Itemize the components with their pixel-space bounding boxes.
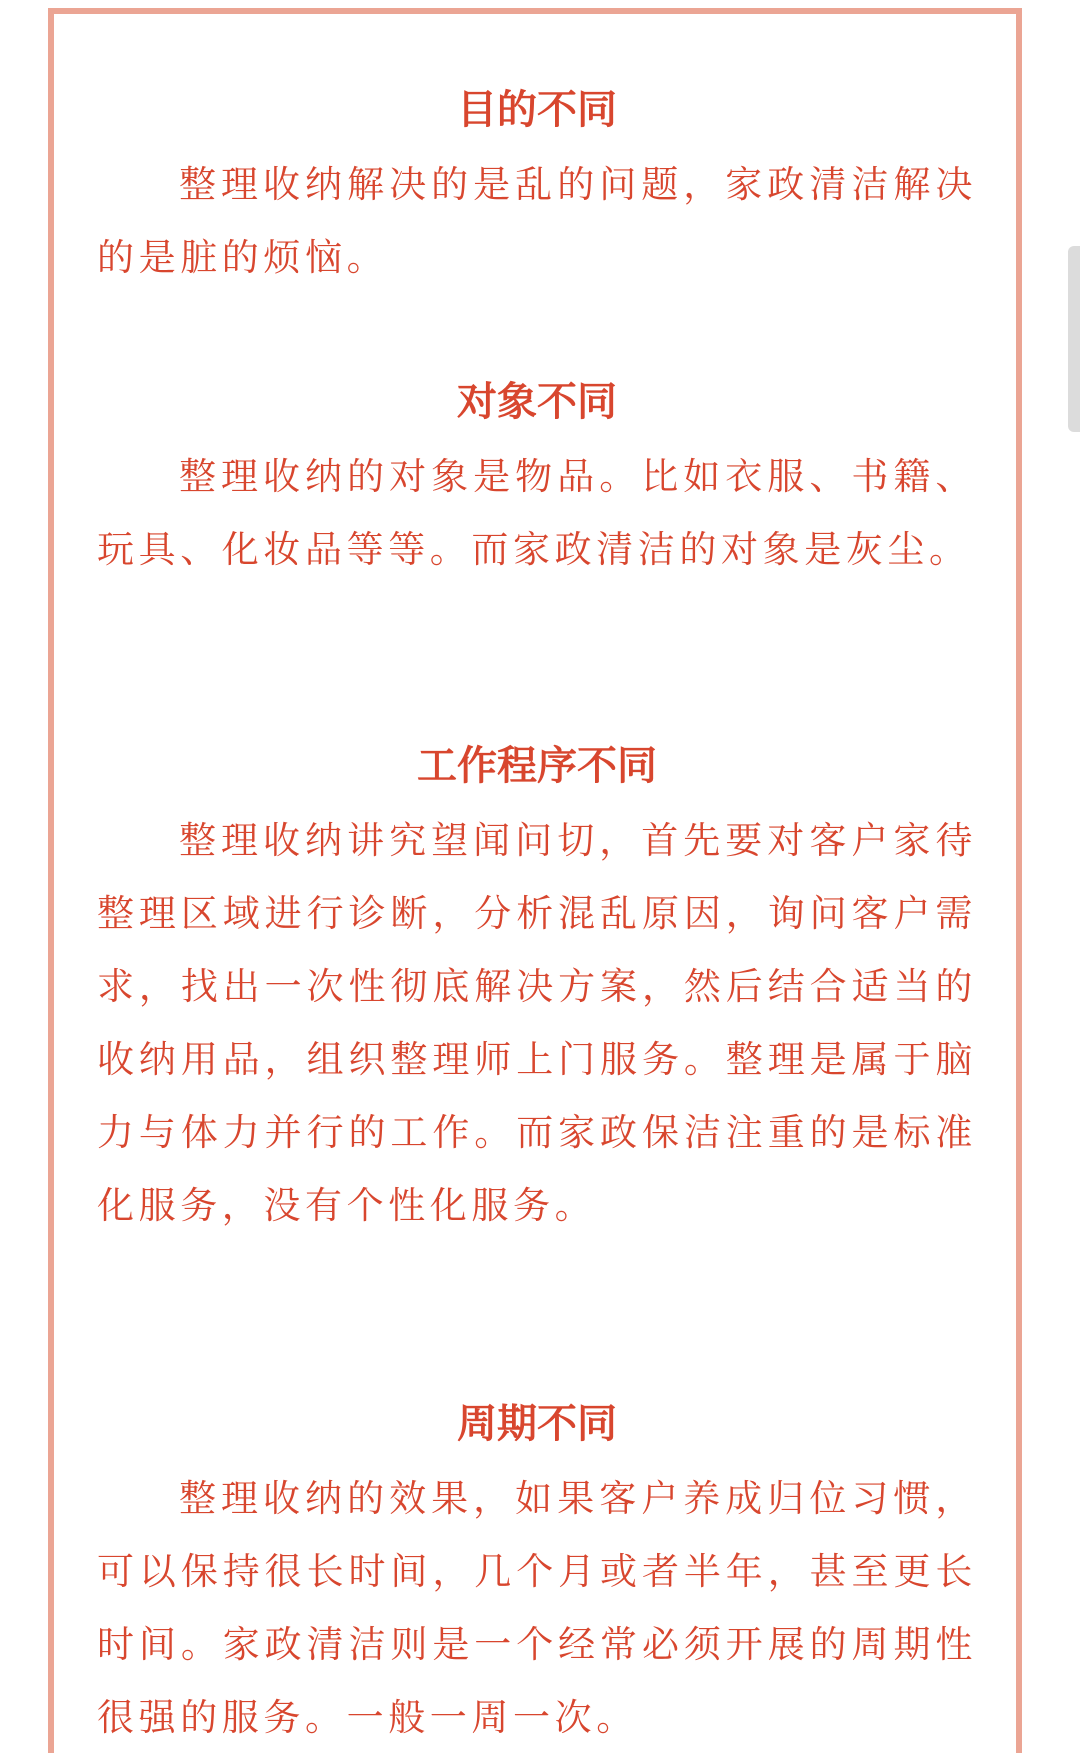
section-title-purpose: 目的不同	[457, 87, 617, 133]
section-title-procedure: 工作程序不同	[417, 743, 657, 789]
section-body-purpose: 整理收纳解决的是乱的问题，家政清洁解决的是脏的烦恼。	[97, 163, 977, 279]
section-body-cycle: 整理收纳的效果，如果客户养成归位习惯，可以保持很长时间，几个月或者半年，甚至更长时间。家政清洁则是一个经常必须开展的周期性很强的服务。一般一周一次。	[97, 1477, 977, 1739]
section-title-object: 对象不同	[457, 379, 617, 425]
scrollbar-thumb[interactable]	[1068, 246, 1080, 432]
section-body-object: 整理收纳的对象是物品。比如衣服、书籍、玩具、化妆品等等。而家政清洁的对象是灰尘。	[97, 455, 977, 571]
section-title-cycle: 周期不同	[457, 1401, 617, 1447]
section-body-procedure: 整理收纳讲究望闻问切，首先要对客户家待整理区域进行诊断，分析混乱原因，询问客户需求，找出一次性彻底解决方案，然后结合适当的收纳用品，组织整理师上门服务。整理是属于脑力与体力并行的工作。而家政保洁注重的是标准化服务，没有个性化服务。	[97, 819, 977, 1227]
